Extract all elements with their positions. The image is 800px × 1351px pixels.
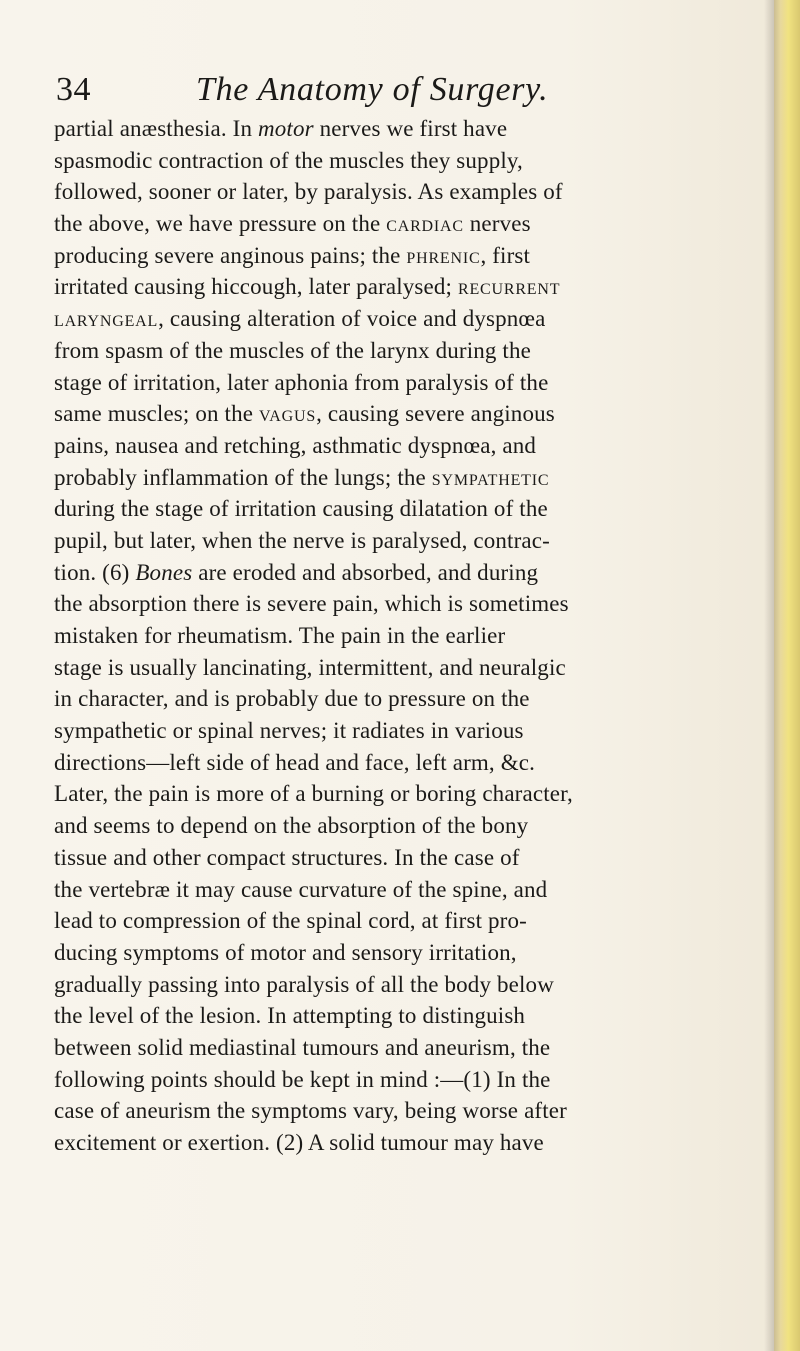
text-line (54, 430, 754, 462)
text-run: from spasm of the muscles of the larynx during the (54, 337, 531, 363)
text-run: the level of the lesion. In attempting to distinguish (54, 1003, 526, 1029)
text-run: followed, sooner or later, by paralysis. As examples of (54, 179, 563, 205)
text-line (54, 874, 754, 906)
text-line (54, 969, 754, 1001)
text-run: are eroded and absorbed, and during (192, 559, 539, 585)
text-line (54, 1032, 754, 1064)
text-run: and seems to depend on the absorption of the bony (54, 813, 529, 839)
text-line (54, 810, 754, 842)
text-run: stage is usually lancinating, intermittent, and neuralgic (54, 654, 566, 680)
text-line (54, 398, 754, 430)
text-line (54, 588, 754, 620)
text-run: pupil, but later, when the nerve is paralysed, contrac- (54, 527, 550, 553)
text-line (54, 1064, 754, 1096)
text-run: mistaken for rheumatism. The pain in the earlier (54, 623, 506, 648)
page-edge-strip (774, 0, 800, 1351)
text-run: lead to compression of the spinal cord, at first pro- (54, 908, 527, 934)
text-run: Later, the pain is more of a burning or boring character, (54, 781, 573, 807)
page-edge-shadow (764, 0, 774, 1351)
text-run: irritated causing hiccough, later paralysed; (54, 274, 458, 300)
text-run: directions—left side of head and face, left arm, &c. (54, 749, 536, 775)
text-run: the above, we have pressure on the (54, 211, 387, 237)
text-run: partial anæsthesia. In (54, 116, 259, 141)
text-run: between solid mediastinal tumours and aneurism, the (54, 1034, 551, 1060)
running-head: The Anatomy of Surgery. (196, 71, 549, 108)
text-line (54, 905, 754, 937)
text-run: stage of irritation, later aphonia from paralysis of the (54, 369, 549, 395)
text-line (54, 557, 754, 589)
text-line (54, 271, 754, 303)
text-run: excitement or exertion. (2) A solid tumour may have (54, 1130, 544, 1155)
text-line (54, 462, 754, 494)
text-run: phrenic (406, 242, 481, 268)
text-run: during the stage of irritation causing dilatation of the (54, 496, 548, 522)
text-run: motor (258, 116, 314, 141)
text-line (54, 145, 754, 177)
text-run: following points should be kept in mind :—(1) In the (54, 1066, 551, 1092)
text-run: Bones (135, 559, 193, 585)
text-line (54, 240, 754, 272)
text-line (54, 335, 754, 367)
text-line (54, 1000, 754, 1032)
text-run: sympathetic (431, 464, 550, 490)
text-line (54, 208, 754, 240)
text-run: sympathetic or spinal nerves; it radiates in various (54, 718, 524, 744)
text-run: the vertebræ it may cause curvature of the spine, and (54, 876, 548, 902)
text-line (54, 778, 754, 810)
text-run: same muscles; on the (54, 401, 259, 427)
text-line (54, 176, 754, 208)
text-line (54, 1095, 754, 1127)
text-run: , causing severe anginous (316, 401, 555, 427)
text-run: laryngeal (54, 306, 159, 332)
text-run: case of aneurism the symptoms vary, being worse after (54, 1098, 567, 1124)
text-run: , causing alteration of voice and dyspnœa (158, 306, 546, 332)
text-line (54, 715, 754, 747)
text-line (54, 525, 754, 557)
text-run: ducing symptoms of motor and sensory irritation, (54, 939, 517, 965)
text-line (54, 493, 754, 525)
text-run: spasmodic contraction of the muscles they supply, (54, 147, 523, 173)
text-run: the absorption there is severe pain, which is sometimes (54, 591, 569, 617)
text-line (54, 683, 754, 715)
text-line (54, 842, 754, 874)
text-run: , first (480, 242, 531, 268)
text-line (54, 303, 754, 335)
text-run: probably inflammation of the lungs; the (54, 464, 432, 490)
text-run: gradually passing into paralysis of all the body below (54, 971, 554, 997)
text-line (54, 113, 754, 145)
page-number: 34 (56, 71, 91, 108)
body-text (54, 113, 754, 1159)
text-run: pains, nausea and retching, asthmatic dyspnœa, and (54, 432, 537, 458)
text-run: tion. (6) (54, 559, 136, 585)
text-run: recurrent (457, 274, 561, 300)
text-line (54, 620, 754, 652)
text-line (54, 652, 754, 684)
text-line (54, 937, 754, 969)
text-line (54, 747, 754, 779)
text-run: vagus (259, 401, 317, 427)
text-run: nerves we first have (313, 116, 508, 141)
text-run: tissue and other compact structures. In the case of (54, 844, 520, 870)
text-run: cardiac (386, 211, 464, 237)
page-header (56, 70, 746, 116)
text-run: in character, and is probably due to pressure on the (54, 686, 530, 712)
text-line (54, 1127, 754, 1159)
text-line (54, 367, 754, 399)
text-run: nerves (463, 211, 531, 237)
text-run: producing severe anginous pains; the (54, 242, 407, 268)
